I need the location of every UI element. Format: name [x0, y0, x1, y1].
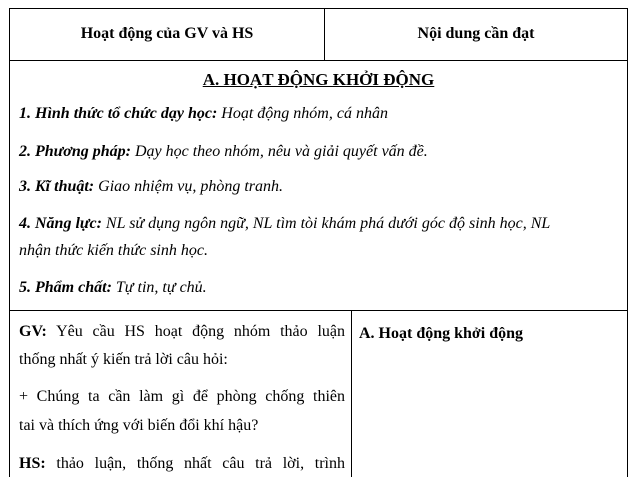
gv-text: Yêu cầu HS hoạt động nhóm thảo luận — [56, 323, 345, 340]
section-title: A. HOẠT ĐỘNG KHỞI ĐỘNG — [202, 70, 435, 89]
item-label: 2. Phương pháp: — [19, 143, 131, 160]
table-border-right — [627, 8, 628, 477]
gv-instruction-line2: thống nhất ý kiến trả lời câu hỏi: — [19, 351, 228, 368]
content-heading: A. Hoạt động khởi động — [359, 325, 524, 342]
item-method — [19, 142, 428, 162]
table-border-top — [9, 8, 628, 9]
question-line1: + Chúng ta cần làm gì để phòng chống thiên — [19, 388, 345, 405]
item-label: 5. Phẩm chất: — [19, 279, 112, 296]
item-value: Dạy học theo nhóm, nêu và giải quyết vấn đề. — [134, 143, 428, 160]
header-content-column: Nội dung cần đạt — [417, 25, 535, 42]
item-label: 1. Hình thức tổ chức dạy học: — [19, 105, 218, 122]
header-activities-column: Hoạt động của GV và HS — [80, 25, 254, 42]
hs-text: thảo luận, thống nhất câu trả lời, trình — [56, 455, 346, 472]
item-quality — [19, 278, 207, 298]
item-value-line1: NL sử dụng ngôn ngữ, NL tìm tòi khám phá dưới góc độ sinh học, NL — [105, 215, 551, 232]
item-value: Tự tin, tự chủ. — [115, 279, 207, 296]
item-label: 3. Kĩ thuật: — [19, 178, 95, 195]
hs-label: HS: — [19, 455, 46, 472]
item-value: Giao nhiệm vụ, phòng tranh. — [98, 178, 284, 195]
section-bottom-border — [9, 310, 628, 311]
item-value: Hoạt động nhóm, cá nhân — [221, 105, 388, 122]
item-label: 4. Năng lực: — [19, 215, 102, 232]
item-competency-continued — [19, 241, 208, 261]
gv-label: GV: — [19, 323, 47, 340]
hs-instruction-line1 — [19, 454, 345, 474]
item-value-line2: nhận thức kiến thức sinh học. — [19, 242, 208, 259]
activity-column-divider — [351, 310, 352, 477]
gv-instruction-line1 — [19, 322, 345, 342]
question-line2: tai và thích ứng với biến đổi khí hậu? — [19, 417, 259, 434]
item-technique — [19, 177, 283, 197]
item-competency — [19, 214, 550, 234]
item-organization-form — [19, 104, 388, 124]
header-bottom-border — [9, 60, 628, 61]
